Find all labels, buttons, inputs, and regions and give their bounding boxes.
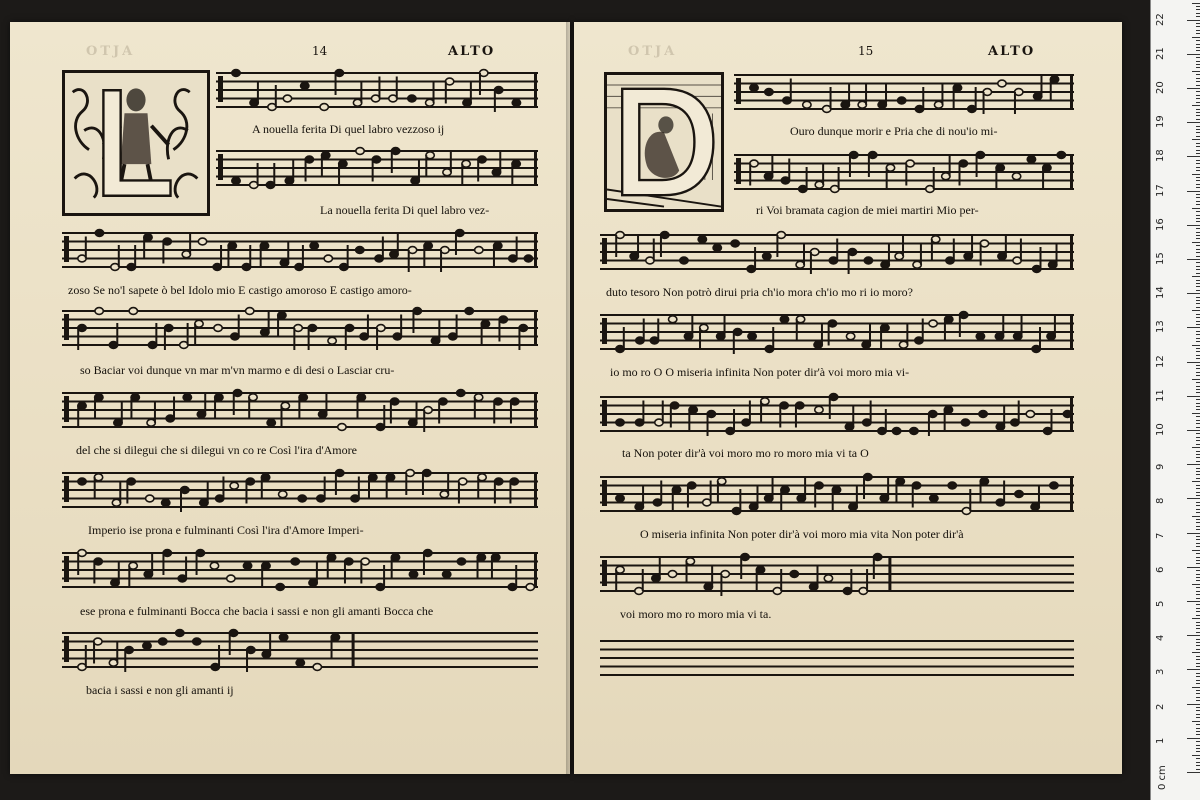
ruler-tick: [1196, 673, 1200, 674]
ruler-tick: [1196, 539, 1200, 540]
ruler-number: 19: [1155, 115, 1166, 129]
ruler-tick: [1196, 221, 1200, 222]
ruler-tick: [1196, 167, 1200, 168]
ruler-number: 6: [1155, 566, 1166, 573]
ruler-tick: [1196, 163, 1200, 164]
ruler-tick: [1196, 351, 1200, 352]
ruler-tick: [1196, 338, 1200, 339]
ruler-tick: [1196, 386, 1200, 387]
ruler-tick: [1196, 197, 1200, 198]
ruler-tick: [1196, 204, 1200, 205]
ruler-tick: [1187, 259, 1200, 260]
ruler-tick: [1196, 382, 1200, 383]
ruler-tick: [1196, 215, 1200, 216]
ruler-tick: [1196, 495, 1200, 496]
ruler-tick: [1187, 772, 1200, 773]
ruler-tick: [1196, 649, 1200, 650]
ruler-number: 10: [1155, 423, 1166, 436]
ruler-tick: [1196, 146, 1200, 147]
left-lyric-7: ese prona e fulminanti Bocca che bacia i sassi e non gli amanti Bocca che: [80, 604, 434, 618]
ruler-number: 22: [1155, 12, 1166, 26]
ruler-tick: [1196, 461, 1200, 462]
ruler-tick: [1196, 9, 1200, 10]
left-staff-1: [216, 72, 538, 108]
ruler-tick: [1192, 37, 1200, 38]
right-staff-5: [600, 396, 1074, 432]
right-lyric-1: Ouro dunque morir e Pria che di nou'io mi-: [790, 124, 998, 138]
ruler-tick: [1196, 307, 1200, 308]
ruler-tick: [1196, 468, 1200, 469]
ruler-tick: [1196, 659, 1200, 660]
ruler-tick: [1187, 567, 1200, 568]
ruler-tick: [1196, 150, 1200, 151]
ruler-tick: [1196, 170, 1200, 171]
right-staff-3: [600, 234, 1074, 270]
ruler-tick: [1196, 6, 1200, 7]
ruler-tick: [1196, 109, 1200, 110]
ruler-tick: [1187, 156, 1200, 157]
ruler-tick: [1187, 669, 1200, 670]
ruler-tick: [1196, 734, 1200, 735]
ruler-tick: [1187, 464, 1200, 465]
ruler-tick: [1187, 88, 1200, 89]
ruler-tick: [1196, 741, 1200, 742]
ruler-tick: [1196, 440, 1200, 441]
left-lyric-6: Imperio ise prona e fulminanti Così l'ira d'Amore Imperi-: [88, 523, 364, 537]
ruler-tick: [1196, 375, 1200, 376]
ruler-tick: [1196, 765, 1200, 766]
ruler-tick: [1192, 413, 1200, 414]
ruler-tick: [1192, 310, 1200, 311]
ruler-tick: [1192, 618, 1200, 619]
ruler-tick: [1196, 303, 1200, 304]
ruler-tick: [1196, 570, 1200, 571]
ruler-tick: [1187, 191, 1200, 192]
ruler-tick: [1196, 509, 1200, 510]
ruler-tick: [1196, 334, 1200, 335]
ruler-tick: [1192, 516, 1200, 517]
right-staff-empty: [600, 640, 1074, 676]
ruler-tick: [1196, 119, 1200, 120]
ruler-tick: [1196, 693, 1200, 694]
ruler-tick: [1196, 44, 1200, 45]
right-page-bleedthrough: OTJA: [628, 44, 678, 59]
ruler-tick: [1192, 139, 1200, 140]
ruler-tick: [1192, 105, 1200, 106]
left-staff-6: [62, 472, 538, 508]
ruler-tick: [1196, 399, 1200, 400]
ruler-tick: [1196, 427, 1200, 428]
ruler-tick: [1187, 430, 1200, 431]
ruler-tick: [1196, 314, 1200, 315]
ruler-tick: [1196, 451, 1200, 452]
ruler-tick: [1196, 676, 1200, 677]
left-lyric-1: A nouella ferita Di quel labro vezzoso ij: [252, 122, 445, 136]
ruler-tick: [1196, 341, 1200, 342]
ruler-tick: [1196, 625, 1200, 626]
ruler-tick: [1196, 143, 1200, 144]
ruler-tick: [1196, 492, 1200, 493]
ruler-tick: [1196, 153, 1200, 154]
ruler-tick: [1196, 372, 1200, 373]
ruler-tick: [1196, 512, 1200, 513]
ruler-tick: [1196, 577, 1200, 578]
ruler-tick: [1196, 406, 1200, 407]
right-staff-1: [734, 74, 1074, 110]
ruler-tick: [1196, 78, 1200, 79]
ruler-tick: [1187, 20, 1200, 21]
ruler-tick: [1196, 502, 1200, 503]
ruler-tick: [1192, 550, 1200, 551]
ruler-tick: [1196, 256, 1200, 257]
left-staff-7: [62, 552, 538, 588]
ruler-tick: [1196, 262, 1200, 263]
ruler-tick: [1196, 645, 1200, 646]
ruler-tick: [1196, 286, 1200, 287]
ruler-tick: [1196, 211, 1200, 212]
ruler-tick: [1196, 478, 1200, 479]
ruler-tick: [1192, 3, 1200, 4]
ruler-tick: [1196, 187, 1200, 188]
ruler-tick: [1196, 751, 1200, 752]
ruler-tick: [1196, 23, 1200, 24]
right-lyric-6: O miseria infinita Non poter dir'à voi moro mia vita Non poter dir'à: [640, 527, 964, 541]
ruler-number: 18: [1155, 149, 1166, 163]
ruler-tick: [1196, 707, 1200, 708]
ruler-tick: [1187, 635, 1200, 636]
ruler-tick: [1196, 587, 1200, 588]
ruler-tick: [1196, 290, 1200, 291]
ruler-tick: [1196, 126, 1200, 127]
right-staff-7: [600, 556, 1074, 592]
right-staff-4: [600, 314, 1074, 350]
ruler-number: 21: [1155, 47, 1166, 60]
ruler-tick: [1196, 57, 1200, 58]
ruler-tick: [1192, 242, 1200, 243]
ruler-tick: [1196, 355, 1200, 356]
right-lyric-2: ri Voi bramata cagion de miei martiri Mio per-: [756, 203, 979, 217]
ruler-tick: [1187, 704, 1200, 705]
ruler-tick: [1196, 273, 1200, 274]
right-lyric-7: voi moro mo ro moro mia vi ta.: [620, 607, 772, 621]
left-staff-2: [216, 150, 538, 186]
ruler-tick: [1196, 85, 1200, 86]
ruler-tick: [1192, 345, 1200, 346]
ruler-tick: [1196, 632, 1200, 633]
ruler-tick: [1196, 132, 1200, 133]
ruler-tick: [1196, 40, 1200, 41]
ruler-tick: [1196, 505, 1200, 506]
right-lyric-3: duto tesoro Non potrò dirui pria ch'io mora ch'io mo ri io moro?: [606, 285, 913, 299]
ruler-tick: [1196, 331, 1200, 332]
ruler-tick: [1196, 403, 1200, 404]
ruler-number: 8: [1155, 498, 1166, 505]
ruler-tick: [1196, 700, 1200, 701]
ruler-tick: [1196, 529, 1200, 530]
ruler-tick: [1196, 184, 1200, 185]
ruler-tick: [1196, 526, 1200, 527]
ruler-tick: [1196, 731, 1200, 732]
ruler-tick: [1196, 238, 1200, 239]
ruler-tick: [1196, 622, 1200, 623]
ruler-tick: [1196, 102, 1200, 103]
ruler-tick: [1196, 136, 1200, 137]
ruler-tick: [1187, 396, 1200, 397]
ruler-tick: [1196, 546, 1200, 547]
ruler-tick: [1196, 98, 1200, 99]
ruler-tick: [1196, 522, 1200, 523]
ruler-tick: [1196, 160, 1200, 161]
ruler-tick: [1196, 656, 1200, 657]
ruler-tick: [1196, 423, 1200, 424]
ruler-tick: [1192, 208, 1200, 209]
ruler-tick: [1196, 348, 1200, 349]
ruler-tick: [1196, 433, 1200, 434]
ruler-tick: [1196, 642, 1200, 643]
ruler-tick: [1196, 365, 1200, 366]
ruler-tick: [1196, 218, 1200, 219]
ruler-tick: [1196, 26, 1200, 27]
left-lyric-5: del che si dilegui che si dilegui vn co re Così l'ira d'Amore: [76, 443, 357, 457]
ruler-tick: [1196, 389, 1200, 390]
ruler-tick: [1196, 300, 1200, 301]
ruler-tick: [1196, 574, 1200, 575]
ruler-tick: [1196, 115, 1200, 116]
ruler-tick: [1196, 194, 1200, 195]
left-page-number: 14: [312, 44, 328, 58]
decorated-initial-L-image: [65, 73, 207, 213]
ruler-tick: [1196, 91, 1200, 92]
ruler-tick: [1196, 762, 1200, 763]
ruler-tick: [1196, 690, 1200, 691]
ruler-tick: [1196, 728, 1200, 729]
ruler-tick: [1196, 563, 1200, 564]
ruler-tick: [1196, 758, 1200, 759]
right-voice-part: ALTO: [988, 44, 1036, 59]
ruler-tick: [1196, 283, 1200, 284]
ruler-tick: [1196, 745, 1200, 746]
ruler-tick: [1196, 324, 1200, 325]
right-lyric-4: io mo ro O O miseria infinita Non poter dir'à voi moro mia vi-: [610, 365, 910, 379]
left-lyric-2: La nouella ferita Di quel labro vez-: [320, 203, 490, 217]
ruler-tick: [1196, 368, 1200, 369]
ruler-tick: [1196, 358, 1200, 359]
right-staff-2: [734, 154, 1074, 190]
ruler-tick: [1196, 666, 1200, 667]
ruler-tick: [1196, 129, 1200, 130]
ruler-tick: [1196, 611, 1200, 612]
ruler-tick: [1196, 724, 1200, 725]
left-lyric-3: zoso Se no'l sapete ò bel Idolo mio E castigo amoroso E castigo amoro-: [68, 283, 412, 297]
ruler-tick: [1196, 177, 1200, 178]
ruler-tick: [1196, 228, 1200, 229]
ruler-tick: [1196, 47, 1200, 48]
ruler-tick: [1196, 416, 1200, 417]
ruler-number: 4: [1155, 634, 1166, 642]
ruler-number: 17: [1155, 183, 1166, 197]
ruler-tick: [1196, 444, 1200, 445]
ruler-tick: [1187, 533, 1200, 534]
ruler-tick: [1196, 714, 1200, 715]
ruler-number: 7: [1155, 532, 1166, 539]
ruler-tick: [1187, 601, 1200, 602]
ruler-tick: [1196, 297, 1200, 298]
decorated-initial-D-image: [607, 75, 721, 209]
ruler-number: 11: [1155, 389, 1166, 402]
ruler-tick: [1196, 557, 1200, 558]
decorated-initial-L: [62, 70, 210, 216]
ruler-tick: [1196, 30, 1200, 31]
ruler-tick: [1187, 122, 1200, 123]
ruler-tick: [1196, 454, 1200, 455]
left-lyric-4: so Baciar voi dunque vn mar m'vn marmo e di desi o Lasciar cru-: [80, 363, 395, 377]
ruler-number: 15: [1155, 252, 1166, 265]
left-voice-part: ALTO: [448, 44, 496, 59]
ruler-tick: [1187, 738, 1200, 739]
ruler-tick: [1196, 280, 1200, 281]
ruler-tick: [1196, 437, 1200, 438]
ruler-tick: [1187, 293, 1200, 294]
ruler-tick: [1196, 232, 1200, 233]
ruler-tick: [1196, 710, 1200, 711]
left-staff-8: [62, 632, 538, 668]
ruler-tick: [1192, 584, 1200, 585]
ruler-tick: [1196, 392, 1200, 393]
ruler-tick: [1192, 174, 1200, 175]
ruler-tick: [1196, 249, 1200, 250]
ruler-number: 3: [1155, 669, 1166, 676]
ruler-tick: [1196, 615, 1200, 616]
ruler-tick: [1196, 180, 1200, 181]
right-staff-6: [600, 476, 1074, 512]
ruler-tick: [1196, 420, 1200, 421]
ruler-tick: [1196, 50, 1200, 51]
ruler-tick: [1187, 362, 1200, 363]
ruler-unit-label: 0 cm: [1157, 765, 1168, 790]
ruler-tick: [1196, 471, 1200, 472]
ruler-tick: [1196, 485, 1200, 486]
measurement-ruler: [1150, 0, 1200, 800]
ruler-tick: [1196, 269, 1200, 270]
ruler-tick: [1192, 481, 1200, 482]
decorated-initial-D: [604, 72, 724, 212]
ruler-tick: [1196, 95, 1200, 96]
ruler-tick: [1196, 697, 1200, 698]
ruler-tick: [1196, 553, 1200, 554]
ruler-tick: [1196, 639, 1200, 640]
ruler-tick: [1196, 608, 1200, 609]
ruler-tick: [1196, 64, 1200, 65]
ruler-tick: [1196, 488, 1200, 489]
ruler-tick: [1192, 687, 1200, 688]
ruler-tick: [1196, 717, 1200, 718]
ruler-tick: [1192, 276, 1200, 277]
ruler-tick: [1196, 663, 1200, 664]
ruler-tick: [1192, 755, 1200, 756]
right-lyric-5: ta Non poter dir'à voi moro mo ro moro mia vi ta O: [622, 446, 869, 460]
ruler-tick: [1196, 628, 1200, 629]
ruler-tick: [1196, 16, 1200, 17]
ruler-tick: [1187, 498, 1200, 499]
ruler-tick: [1187, 54, 1200, 55]
ruler-tick: [1196, 519, 1200, 520]
ruler-tick: [1192, 721, 1200, 722]
ruler-tick: [1192, 379, 1200, 380]
left-page-bleedthrough: OTJA: [86, 44, 136, 59]
ruler-number: 2: [1155, 703, 1166, 710]
ruler-tick: [1196, 683, 1200, 684]
ruler-tick: [1196, 245, 1200, 246]
ruler-number: 12: [1155, 354, 1166, 368]
left-staff-4: [62, 310, 538, 346]
ruler-tick: [1196, 591, 1200, 592]
ruler-tick: [1196, 266, 1200, 267]
ruler-number: 20: [1155, 81, 1166, 94]
ruler-tick: [1187, 327, 1200, 328]
ruler-tick: [1196, 598, 1200, 599]
ruler-tick: [1196, 13, 1200, 14]
ruler-tick: [1187, 225, 1200, 226]
ruler-number: 1: [1155, 737, 1166, 744]
ruler-tick: [1196, 543, 1200, 544]
ruler-tick: [1196, 604, 1200, 605]
ruler-tick: [1196, 321, 1200, 322]
ruler-tick: [1196, 680, 1200, 681]
ruler-tick: [1196, 580, 1200, 581]
left-staff-5: [62, 392, 538, 428]
ruler-tick: [1192, 71, 1200, 72]
ruler-tick: [1196, 409, 1200, 410]
ruler-tick: [1196, 594, 1200, 595]
ruler-number: 16: [1155, 218, 1166, 231]
ruler-tick: [1196, 74, 1200, 75]
ruler-tick: [1196, 61, 1200, 62]
ruler-tick: [1196, 769, 1200, 770]
ruler-tick: [1196, 748, 1200, 749]
right-page-number: 15: [858, 44, 874, 58]
ruler-tick: [1196, 317, 1200, 318]
ruler-tick: [1192, 652, 1200, 653]
ruler-number: 5: [1155, 600, 1166, 607]
ruler-tick: [1196, 560, 1200, 561]
ruler-tick: [1192, 447, 1200, 448]
ruler-tick: [1196, 33, 1200, 34]
ruler-number: 9: [1155, 463, 1166, 471]
ruler-tick: [1196, 81, 1200, 82]
ruler-tick: [1196, 112, 1200, 113]
ruler-tick: [1196, 67, 1200, 68]
left-staff-3: [62, 232, 538, 268]
ruler-number: 14: [1155, 286, 1166, 300]
ruler-tick: [1196, 235, 1200, 236]
ruler-tick: [1196, 474, 1200, 475]
ruler-number: 13: [1155, 320, 1166, 334]
ruler-tick: [1196, 201, 1200, 202]
left-lyric-8: bacia i sassi e non gli amanti ij: [86, 683, 234, 697]
ruler-tick: [1196, 457, 1200, 458]
ruler-tick: [1196, 536, 1200, 537]
ruler-tick: [1196, 252, 1200, 253]
